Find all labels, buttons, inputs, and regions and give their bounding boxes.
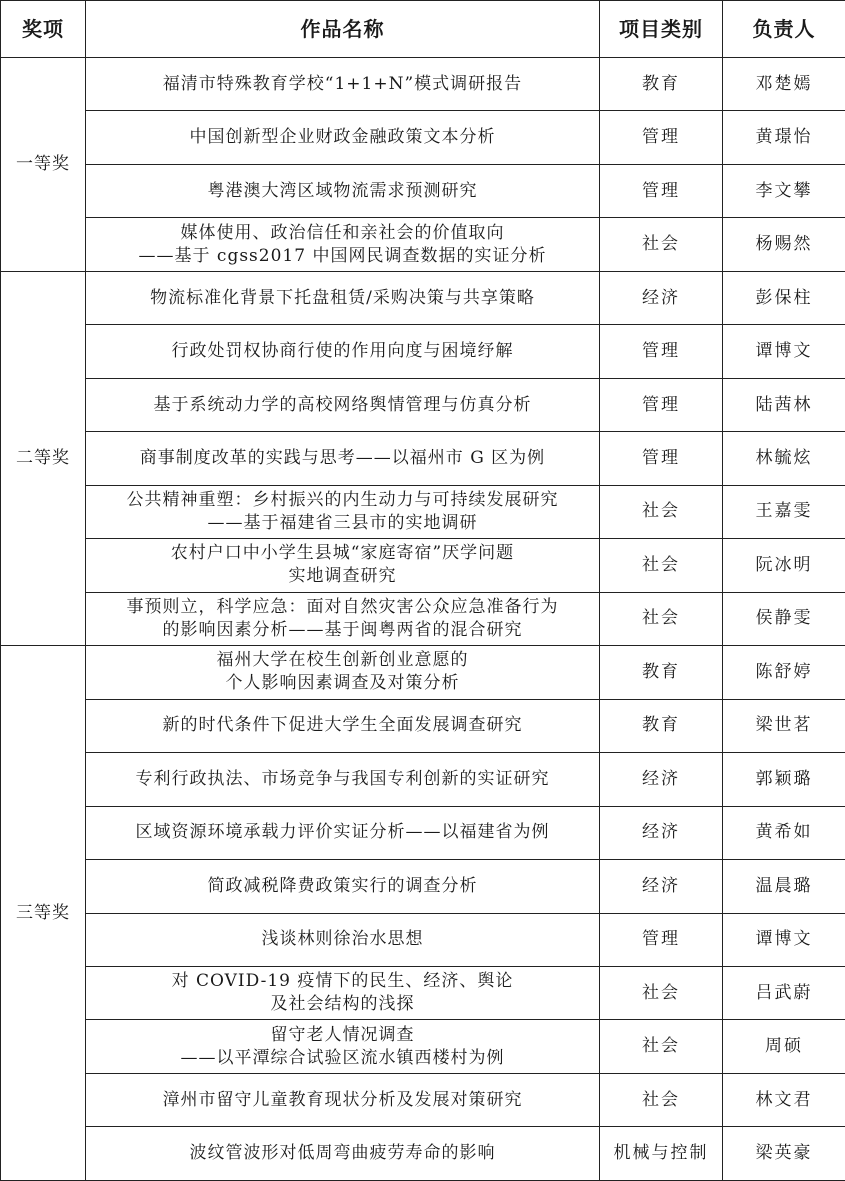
project-title-line: 物流标准化背景下托盘租赁/采购决策与共享策略 (90, 287, 595, 310)
header-category: 项目类别 (600, 1, 723, 58)
award-level-cell: 三等奖 (1, 646, 86, 1181)
table-row (1, 1020, 845, 1073)
project-title-cell (86, 966, 600, 1019)
project-title-line: 区域资源环境承载力评价实证分析——以福建省为例 (90, 821, 595, 844)
owner-cell: 王嘉雯 (723, 485, 845, 538)
project-title-line: 留守老人情况调查 (90, 1024, 595, 1047)
owner-cell: 彭保柱 (723, 271, 845, 324)
category-cell: 社会 (600, 539, 723, 592)
project-title-line: 简政减税降费政策实行的调查分析 (90, 875, 595, 898)
category-cell: 社会 (600, 1073, 723, 1126)
header-owner: 负责人 (723, 1, 845, 58)
owner-cell: 黄璟怡 (723, 111, 845, 164)
owner-cell: 邓楚嫣 (723, 58, 845, 111)
project-title-cell (86, 699, 600, 752)
table-row (1, 966, 845, 1019)
table-row (1, 111, 845, 164)
project-title-line: ——基于 cgss2017 中国网民调查数据的实证分析 (90, 245, 595, 268)
project-title-line: ——基于福建省三县市的实地调研 (90, 512, 595, 535)
category-cell: 经济 (600, 806, 723, 859)
category-cell: 社会 (600, 966, 723, 1019)
category-cell: 管理 (600, 164, 723, 217)
project-title-line: 福清市特殊教育学校“1+1+N”模式调研报告 (90, 73, 595, 96)
project-title-line: 福州大学在校生创新创业意愿的 (90, 649, 595, 672)
owner-cell: 阮冰明 (723, 539, 845, 592)
project-title-cell (86, 271, 600, 324)
owner-cell: 谭博文 (723, 913, 845, 966)
category-cell: 教育 (600, 699, 723, 752)
header-award: 奖项 (1, 1, 86, 58)
project-title-line: 对 COVID-19 疫情下的民生、经济、舆论 (90, 970, 595, 993)
project-title-line: 新的时代条件下促进大学生全面发展调查研究 (90, 714, 595, 737)
project-title-cell (86, 164, 600, 217)
award-level-cell: 二等奖 (1, 271, 86, 645)
award-level-cell: 一等奖 (1, 58, 86, 272)
category-cell: 管理 (600, 913, 723, 966)
project-title-line: 专利行政执法、市场竞争与我国专利创新的实证研究 (90, 768, 595, 791)
table-row (1, 218, 845, 271)
category-cell: 社会 (600, 485, 723, 538)
table-row (1, 1073, 845, 1126)
project-title-cell (86, 58, 600, 111)
project-title-cell (86, 1020, 600, 1073)
project-title-cell (86, 1127, 600, 1180)
category-cell: 社会 (600, 1020, 723, 1073)
project-title-line: 行政处罚权协商行使的作用向度与困境纾解 (90, 340, 595, 363)
project-title-line: 基于系统动力学的高校网络舆情管理与仿真分析 (90, 394, 595, 417)
project-title-cell (86, 378, 600, 431)
table-row (1, 806, 845, 859)
table-row (1, 913, 845, 966)
table-row (1, 539, 845, 592)
category-cell: 机械与控制 (600, 1127, 723, 1180)
category-cell: 教育 (600, 58, 723, 111)
owner-cell: 谭博文 (723, 325, 845, 378)
table-row (1, 164, 845, 217)
project-title-cell (86, 485, 600, 538)
project-title-cell (86, 860, 600, 913)
awards-body (1, 58, 845, 1181)
table-row (1, 1127, 845, 1180)
category-cell: 社会 (600, 592, 723, 645)
project-title-cell (86, 325, 600, 378)
project-title-line: 波纹管波形对低周弯曲疲劳寿命的影响 (90, 1142, 595, 1165)
owner-cell: 梁英豪 (723, 1127, 845, 1180)
table-row (1, 592, 845, 645)
project-title-cell (86, 806, 600, 859)
owner-cell: 林毓炫 (723, 432, 845, 485)
project-title-line: 实地调查研究 (90, 565, 595, 588)
project-title-line: 媒体使用、政治信任和亲社会的价值取向 (90, 222, 595, 245)
table-row (1, 432, 845, 485)
project-title-cell (86, 913, 600, 966)
table-row (1, 271, 845, 324)
owner-cell: 林文君 (723, 1073, 845, 1126)
owner-cell: 杨赐然 (723, 218, 845, 271)
category-cell: 管理 (600, 432, 723, 485)
owner-cell: 陆茜林 (723, 378, 845, 431)
owner-cell: 陈舒婷 (723, 646, 845, 699)
owner-cell: 吕武蔚 (723, 966, 845, 1019)
project-title-line: 事预则立，科学应急：面对自然灾害公众应急准备行为 (90, 596, 595, 619)
project-title-cell (86, 432, 600, 485)
category-cell: 管理 (600, 111, 723, 164)
project-title-line: 农村户口中小学生县城“家庭寄宿”厌学问题 (90, 542, 595, 565)
category-cell: 经济 (600, 271, 723, 324)
table-row (1, 699, 845, 752)
project-title-line: 的影响因素分析——基于闽粤两省的混合研究 (90, 619, 595, 642)
table-row (1, 646, 845, 699)
owner-cell: 周硕 (723, 1020, 845, 1073)
category-cell: 社会 (600, 218, 723, 271)
project-title-line: 粤港澳大湾区域物流需求预测研究 (90, 180, 595, 203)
header-title: 作品名称 (86, 1, 600, 58)
table-row (1, 860, 845, 913)
owner-cell: 侯静雯 (723, 592, 845, 645)
project-title-cell (86, 1073, 600, 1126)
project-title-line: 浅谈林则徐治水思想 (90, 928, 595, 951)
project-title-line: 个人影响因素调查及对策分析 (90, 672, 595, 695)
table-row (1, 325, 845, 378)
table-row (1, 753, 845, 806)
project-title-line: 中国创新型企业财政金融政策文本分析 (90, 126, 595, 149)
owner-cell: 梁世茗 (723, 699, 845, 752)
header-row (1, 1, 845, 58)
owner-cell: 郭颖璐 (723, 753, 845, 806)
category-cell: 管理 (600, 325, 723, 378)
owner-cell: 黄希如 (723, 806, 845, 859)
project-title-line: 及社会结构的浅探 (90, 993, 595, 1016)
table-row (1, 378, 845, 431)
table-row (1, 58, 845, 111)
project-title-line: 公共精神重塑：乡村振兴的内生动力与可持续发展研究 (90, 489, 595, 512)
category-cell: 管理 (600, 378, 723, 431)
owner-cell: 李文攀 (723, 164, 845, 217)
project-title-cell (86, 539, 600, 592)
project-title-cell (86, 646, 600, 699)
owner-cell: 温晨璐 (723, 860, 845, 913)
project-title-cell (86, 218, 600, 271)
category-cell: 经济 (600, 753, 723, 806)
category-cell: 经济 (600, 860, 723, 913)
category-cell: 教育 (600, 646, 723, 699)
table-row (1, 485, 845, 538)
project-title-cell (86, 753, 600, 806)
project-title-line: 商事制度改革的实践与思考——以福州市 G 区为例 (90, 447, 595, 470)
project-title-cell (86, 592, 600, 645)
project-title-cell (86, 111, 600, 164)
project-title-line: 漳州市留守儿童教育现状分析及发展对策研究 (90, 1089, 595, 1112)
project-title-line: ——以平潭综合试验区流水镇西楼村为例 (90, 1047, 595, 1070)
